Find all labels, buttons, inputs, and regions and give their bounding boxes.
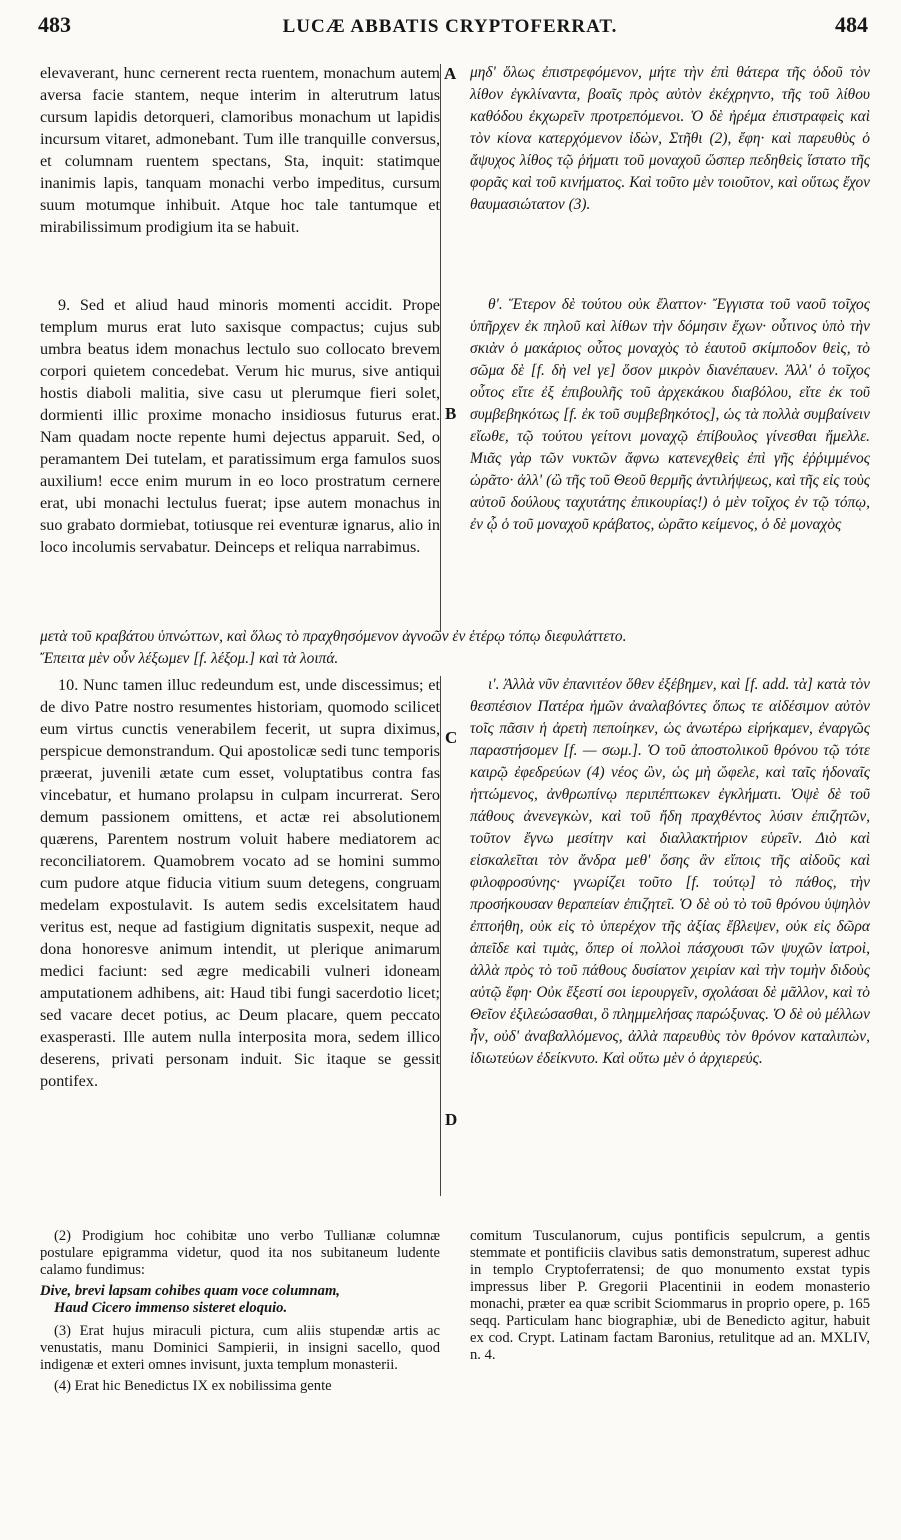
page-header [30,12,870,52]
margin-letter-d: D [445,1110,458,1129]
footnotes-left [40,1228,440,1399]
footnotes-right [470,1228,870,1368]
greek-paragraph-iota: ι'. Ἀλλὰ νῦν ἐπανιτέον ὅθεν ἐξέβημεν, καὶ [f. add. τὰ] κατὰ τὸν θεσπέσιον Πατέρα ἡμῶν ἀναλαβόντες ὅπως τε αἰδέσιμον αὐτὸν τοῖς πᾶσιν ἡ ἀρετὴ πεποίηκεν, ὡς ἀνωτέρω εἰρήκαμεν, ἐναργῶς παραστήσομεν [f. — σωμ.]. Ὁ τοῦ ἀποστολικοῦ θρόνου τῷ τότε καιρῷ ἐφεδρεύων (4) νέος ὢν, ὡς μὴ ὤφελε, καὶ ταῖς ἡδοναῖς ἡττώμενος, ἀνθρωπίνῳ περιπέπτωκεν ἐγκλήματι. Ὀψὲ δὲ τοῦ πάθους ἀνενεγκὼν, καὶ τοῦ ἤδη πραχθέντος λύσιν ἐπιζητῶν, τοῦτον ἔγνω μεσίτην καὶ διαλλακτήριον εὑρεῖν. Διὸ καὶ εἰσκαλεῖται τὸν ἄνδρα μεθ' ὅσης ἂν εἴποις τῆς αἰδοῦς καὶ φιλοφροσύνης· γνωρίζει τοῦτο [f. τούτῳ] τὸ πάθος, τὴν προσήκουσαν θεραπείαν ἐπιζητεῖ. Ὁ δὲ οὐ τὸ τοῦ θρόνου ὑψηλὸν ἐπτοήθη, οὐκ εἰς τὸ ὑπερέχον τῆς ἀξίας ἔβλεψεν, οὐκ εἰς δῶρα ἀπεῖδε καὶ τιμὰς, ὅπερ οἱ πολλοὶ πάσχουσι τῶν ψυχῶν ἰατροὶ, ἀλλὰ πρὸς τὸ τοῦ πάθους δυσίατον χειρίαν καὶ τὴν τομὴν διδοὺς αὐτῷ ἔφη· Οὐκ ἔξεστί σοι ἱερουργεῖν, σχολάσαι δὲ μᾶλλον, καὶ τὸ Θεῖον ἐξιλεώσασθαι, ὃ πλημμελήσας παρώξυνας. Ὁ δὲ οὐ μέλλων ἦν, οὐδ' ἀναβαλλόμενος, ἀλλὰ παρευθὺς τὸν θρόνον καταλιπὼν, ἰδιωτεύων ἐδείκνυτο. Καὶ οὕτω μὲν ὁ ἀρχιερεύς. [470,676,870,1067]
epigram [40,1283,440,1317]
latin-paragraph-9: 9. Sed et aliud haud minoris momenti accidit. Prope templum murus erat luto saxisque compactus; cujus sub umbra beatus idem monachus lectulo suo collocato brevem corpori quietem concedebat. Verum hic murus, sive antiqui hostis diaboli malitia, sive casu ut plerumque fieri solet, dormienti illic proxime monacho insidiosus futurus erat. Nam quadam nocte repente humi dejectus apparuit. Sed, o peramantem Dei tutelam, et paratissimum erga famulos suos auxilium! ecce enim murum in eo loco prostratum cernere erat, ubi monachi lectulus fuerat; ipse autem monachus in suo grabato dormiebat, totiusque rei eventuræ ignarus, alio in loco incolumis servabatur. Deinceps et reliqua narrabimus. [40,296,440,556]
greek-column-lower [470,674,870,1070]
greek-paragraph-theta: θ'. Ἕτερον δὲ τούτου οὐκ ἔλαττον· Ἔγγιστα τοῦ ναοῦ τοῖχος ὑπῆρχεν ἐκ πηλοῦ καὶ λίθων τὴν δόμησιν ἔχων· οὗτινος ὑπὸ τὴν σκιὰν ὁ μακάριος οὗτος μοναχὸς τὸ ἑαυτοῦ σκίμποδον θεὶς, τὸ σῶμα δὲ [f. δὴ vel γε] ὅσον μικρὸν διανέπαυεν. Ἀλλ' ὁ τοῖχος οὗτος εἴτε ἐξ ἐπιβουλῆς τοῦ ἀρχεκάκου διαβόλου, εἴτε ἐκ τοῦ συμβεβηκότως [f. ἐκ τοῦ συμβεβηκότος], ὡς τὰ πολλὰ συμβαίνειν εἴωθε, τῷ τούτου γείτονι μοναχῷ ἐπίβουλος γίνεσθαι ἤμελλε. Μιᾶς γὰρ τῶν νυκτῶν ἄφνω κατενεχθεὶς ἐπὶ γῆς ἐῤῥιμμένος ὡρᾶτο· ἀλλ' (ὢ τῆς τοῦ Θεοῦ θερμῆς ἀντιλήψεως, καὶ τῆς εἰς τοὺς αὐτοῦ δούλους ταχυτάτης ἐπικουρίας!) ὁ μὲν τοῖχος ἐν τῷ τόπῳ, ἐν ᾧ ὁ τοῦ μοναχοῦ κράβατος, ὡρᾶτο κείμενος, ὁ δὲ μοναχὸς [470,296,870,533]
epigram-line-1: Dive, brevi lapsam cohibes quam voce columnam, [40,1283,340,1299]
greek-spanning-line-1: μετὰ τοῦ κραβάτου ὑπνώττων, καὶ ὅλως τὸ πραχθησόμενον ἀγνοῶν ἐν ἑτέρῳ τόπῳ διεφυλάττετο. [40,628,627,645]
latin-paragraph-1: elevaverant, hunc cernerent recta ruentem, monachum autem aversa facie stantem, neque interim in alterutrum latus cursum lapidis detorqueri, clamoribus monachum ut lapidis incursum vitaret, admonebant. Tum ille tranquille conversus, et columnam ruentem spectans, Sta, inquit: statimque inanimis lapis, tanquam monachi verbo impeditus, cursum suum motumque inhibuit. Atque hoc tale tantumque et mirabilissimum prodigium ita se habuit. [40,64,440,236]
greek-column [470,62,870,622]
latin-column [40,62,440,622]
epigram-line-2: Haud Cicero immenso sisteret eloquio. [54,1300,288,1316]
greek-paragraph-1: μηδ' ὅλως ἐπιστρεφόμενον, μήτε τὴν ἐπὶ θάτερα τῆς ὁδοῦ τὸν λίθον ἐγκλίναντα, βοαῖς πρὸς αὐτὸν ἐκέχρηντο, τῆς τοῦ λίθου καθόδου ἐκχωρεῖν προτρεπόμενοι. Ὁ δὲ ἠρέμα ἐπιστραφεὶς καὶ τὸν κίονα κατερχόμενον ἰδὼν, Στῆθι (2), ἔφη· καὶ παρευθὺς ὁ ἄψυχος λίθος τῷ ῥήματι τοῦ μοναχοῦ ὥσπερ πεδηθεὶς ἵστατο τῆς φορᾶς καὶ τοῦ κινήματος. Καὶ τοῦτο μὲν τοιοῦτον, καὶ οὕτως ἔχον θαυμασιώτατον (3). [470,64,870,213]
margin-letter-b: B [445,404,457,423]
latin-column-lower [40,674,440,1092]
footnote-4: (4) Erat hic Benedictus IX ex nobilissima gente [54,1378,332,1394]
footnote-4-continued: comitum Tusculanorum, cujus pontificis sepulcrum, a gentis stemmate et pontificiis clavibus satis demonstratum, superest adhuc in templo Cryptoferratensi; de quo monumento exstat typis impressus liber P. Gregorii Placentinii in eodem monasterio monachi, præter ea quæ scribit Sciommarus in proprio opere, p. 165 seqq. Particulam hanc biographiæ, ubi de Benedicto agitur, habuit ex cod. Crypt. Latinam factam Baronius, retulitque ad an. MXLIV, n. 4. [470,1228,870,1363]
left-page-number: 483 [38,12,71,37]
column-divider [440,64,441,632]
footnote-3: (3) Erat hujus miraculi pictura, cum aliis stupendæ artis ac venustatis, manu Dominici Sampierii, in insigni sacello, quod indigenæ et exteri omnes invisunt, juxta templum monasterii. [40,1323,440,1373]
footnote-2: (2) Prodigium hoc cohibitæ uno verbo Tullianæ columnæ postulare epigramma videtur, quod ita nos subitaneum ludente calamo fundimus: [40,1228,440,1278]
running-title: LUCÆ ABBATIS CRYPTOFERRAT. [282,16,618,37]
right-page-number: 484 [835,12,868,37]
margin-letter-a: A [444,64,457,83]
latin-paragraph-10: 10. Nunc tamen illuc redeundum est, unde discessimus; et de divo Patre nostro resumentes historiam, quomodo scilicet eum virtus cunctis venerabilem fecerit, ut supra diximus, perspicue demonstrandum. Qui apostolicæ sedi tunc temporis præerat, juvenili ætate cum esset, voluptatibus contra fas vincebatur, et humano prolapsu in culpam incurrerat. Sero demum passionem omittens, et actæ rei absolutionem quærens, Parentem nostrum voluit habere mediatorem ac reconciliatorem. Quamobrem vocato ad se homini summo cum pudore atque fiducia vitium suum detegens, congruam medelam expostulavit. Is autem sedis excelsitatem haud veritus est, neque ad fastigium dignitatis suspexit, neque ad dona honoresve animum intendit, ut plerique animarum medici faciunt: sed ægre medicabili vulneri idoneam amputationem adhibens, ait: Haud tibi fungi sacerdotio licet; sed vacare decet potius, ac Deum placare, quem peccato exasperasti. Ille autem nulla interposita mora, sedem illico deserens, privati personam induit. Sic itaque se gessit pontifex. [40,676,440,1090]
column-divider-lower [440,676,441,1196]
margin-letter-c: C [445,728,458,747]
greek-spanning-line-2: Ἔπειτα μὲν οὖν λέξωμεν [f. λέξομ.] καὶ τὰ λοιπά. [40,650,339,667]
